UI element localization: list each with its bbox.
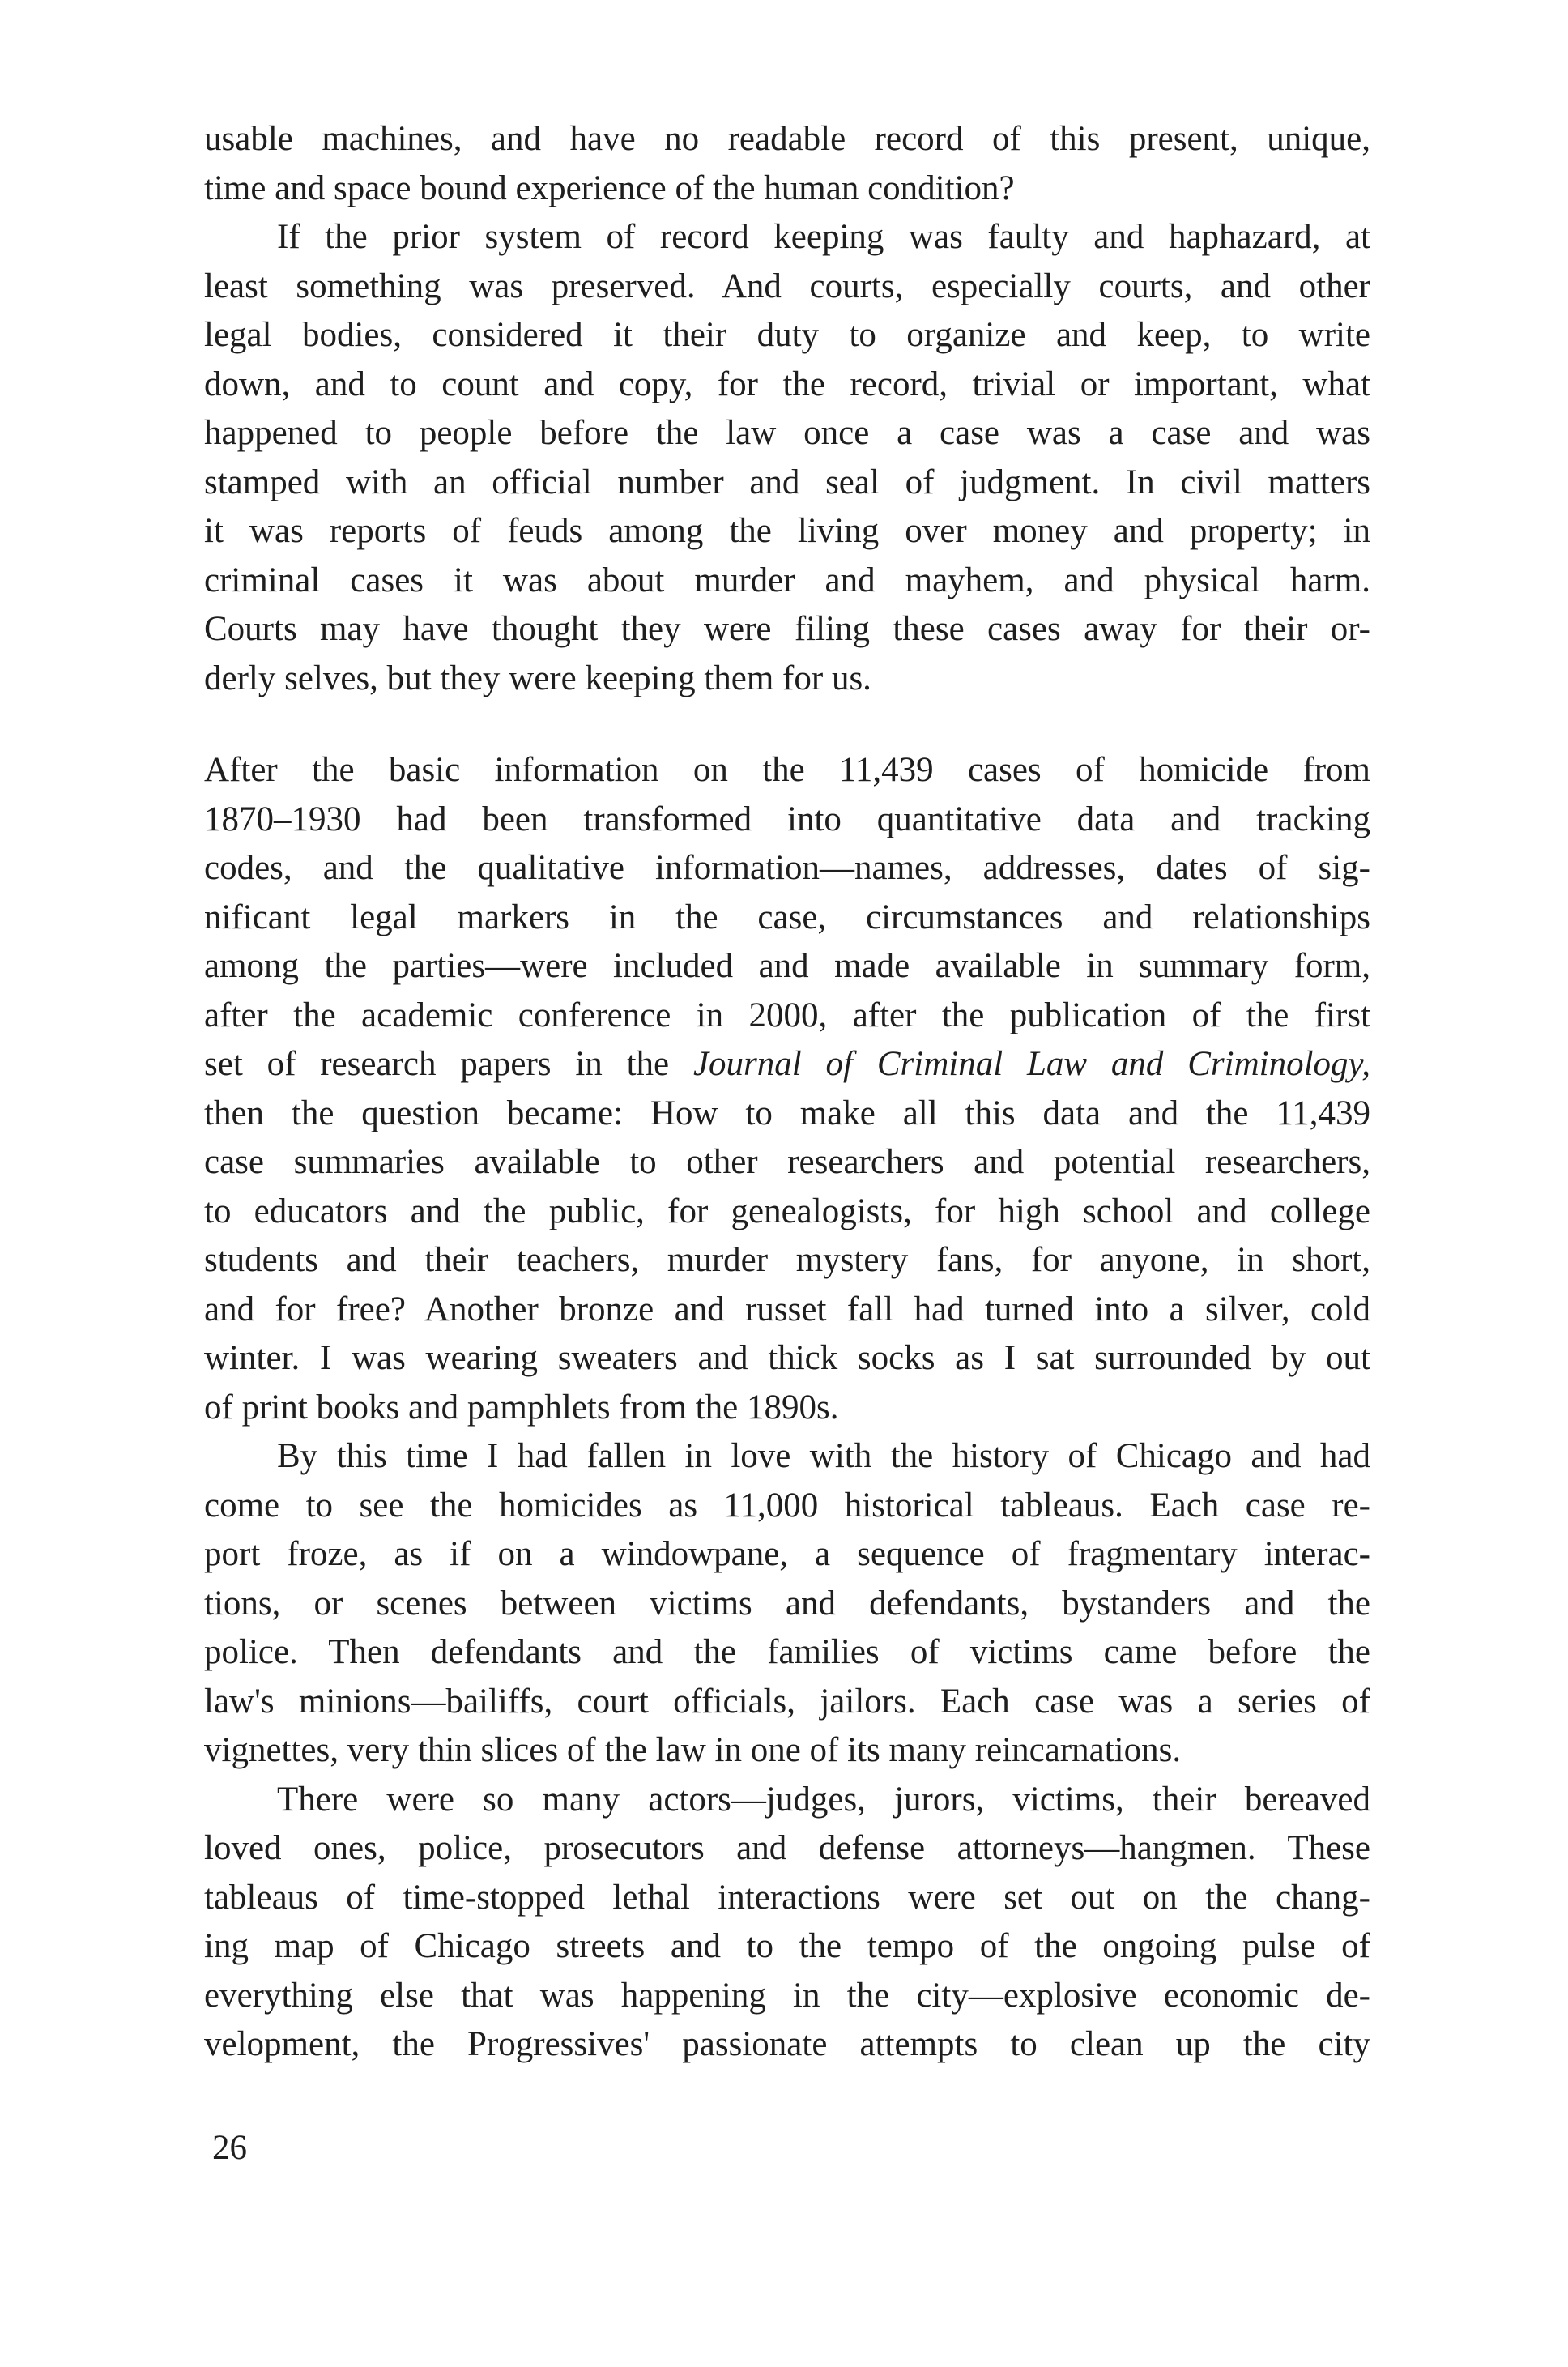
text-line: legal bodies, considered it their duty to organize and keep, to write: [204, 316, 1370, 354]
text-line: everything else that was happening in the city—explosive economic de-: [204, 1976, 1370, 2015]
journal-title: Journal of Criminal Law and Criminology,: [692, 1045, 1370, 1083]
book-page: [204, 115, 1370, 2070]
text-line: students and their teachers, murder mystery fans, for anyone, in short,: [204, 1241, 1370, 1279]
text-line-lead: set of research papers in the: [204, 1045, 693, 1083]
text-line: winter. I was wearing sweaters and thick socks as I sat surrounded by out: [204, 1339, 1370, 1377]
text-line: ing map of Chicago streets and to the tempo of the ongoing pulse of: [204, 1927, 1370, 1965]
paragraph: [204, 1776, 1370, 2070]
text-line: tableaus of time-stopped lethal interactions were set out on the chang-: [204, 1878, 1370, 1917]
text-line: after the academic conference in 2000, after the publication of the first: [204, 996, 1370, 1034]
text-line: nificant legal markers in the case, circumstances and relationships: [204, 898, 1370, 936]
page-number: 26: [212, 2129, 247, 2167]
text-line: case summaries available to other researchers and potential researchers,: [204, 1143, 1370, 1181]
text-line: of print books and pamphlets from the 1890s.: [204, 1388, 839, 1427]
text-line: vignettes, very thin slices of the law in one of its many reincarnations.: [204, 1731, 1182, 1769]
text-line: least something was preserved. And courts, especially courts, and other: [204, 267, 1370, 305]
text-line: tions, or scenes between victims and defendants, bystanders and the: [204, 1584, 1370, 1623]
text-line: There were so many actors—judges, jurors, victims, their bereaved: [277, 1780, 1370, 1819]
text-line: loved ones, police, prosecutors and defense attorneys—hangmen. These: [204, 1829, 1370, 1867]
text-line: 1870–1930 had been transformed into quantitative data and tracking: [204, 800, 1370, 838]
text-line: velopment, the Progressives' passionate attempts to clean up the city: [204, 2025, 1370, 2063]
text-line: police. Then defendants and the families of victims came before the: [204, 1633, 1370, 1671]
text-line: and for free? Another bronze and russet fall had turned into a silver, cold: [204, 1290, 1370, 1329]
text-line: then the question became: How to make all this data and the 11,439: [204, 1094, 1370, 1132]
paragraph: [204, 213, 1370, 703]
text-line: happened to people before the law once a case was a case and was: [204, 414, 1370, 452]
text-line: criminal cases it was about murder and mayhem, and physical harm.: [204, 561, 1370, 599]
text-line: [204, 1040, 1370, 1090]
text-line: usable machines, and have no readable record of this present, unique,: [204, 120, 1370, 158]
paragraph: [204, 115, 1370, 213]
text-line: law's minions—bailiffs, court officials, jailors. Each case was a series of: [204, 1682, 1370, 1721]
text-line: among the parties—were included and made available in summary form,: [204, 947, 1370, 985]
text-line: codes, and the qualitative information—names, addresses, dates of sig-: [204, 849, 1370, 887]
text-line: If the prior system of record keeping was faulty and haphazard, at: [277, 218, 1370, 256]
text-line: come to see the homicides as 11,000 historical tableaus. Each case re-: [204, 1486, 1370, 1525]
text-line: port froze, as if on a windowpane, a sequence of fragmentary interac-: [204, 1535, 1370, 1573]
text-line: down, and to count and copy, for the record, trivial or important, what: [204, 365, 1370, 403]
text-line: it was reports of feuds among the living over money and property; in: [204, 512, 1370, 550]
text-line: By this time I had fallen in love with the history of Chicago and had: [277, 1437, 1370, 1475]
text-line: Courts may have thought they were filing these cases away for their or-: [204, 610, 1370, 648]
text-line: After the basic information on the 11,439 cases of homicide from: [204, 751, 1370, 789]
text-line: stamped with an official number and seal of judgment. In civil matters: [204, 463, 1370, 501]
paragraph: [204, 746, 1370, 1432]
text-line: derly selves, but they were keeping them for us.: [204, 659, 871, 697]
text-line: to educators and the public, for genealogists, for high school and college: [204, 1192, 1370, 1230]
paragraph: [204, 1432, 1370, 1776]
section-break: [204, 703, 1370, 746]
text-line: time and space bound experience of the human condition?: [204, 168, 1015, 207]
